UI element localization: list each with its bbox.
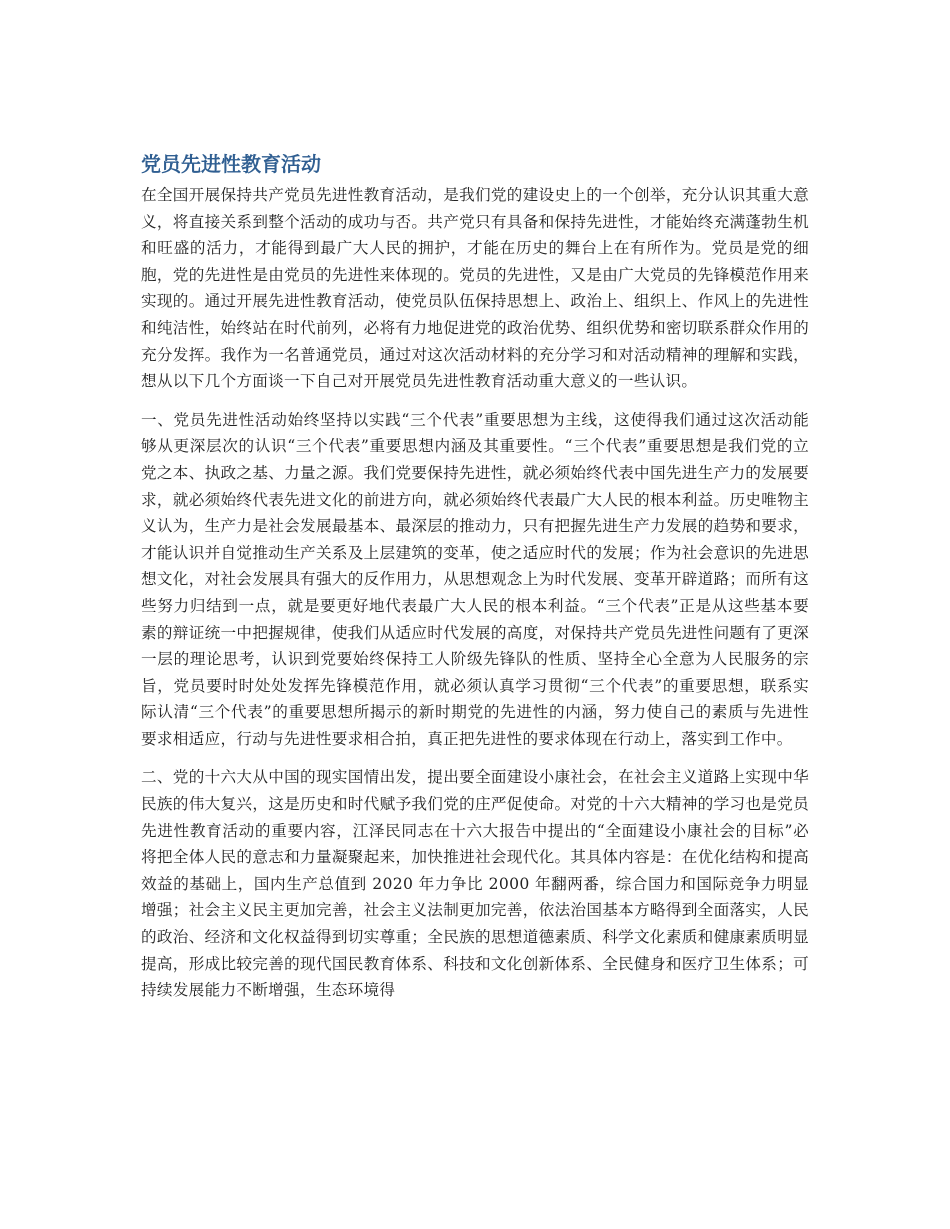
paragraph-intro: 在全国开展保持共产党员先进性教育活动，是我们党的建设史上的一个创举，充分认识其重大意义，将直接关系到整个活动的成功与否。共产党只有具备和保持先进性，才能始终充满蓬勃生机和旺盛的活力，才能得到最广大人民的拥护，才能在历史的舞台上在有所作为。党员是党的细胞，党的先进性是由党员的先进性来体现的。党员的先进性，又是由广大党员的先锋模范作用来实现的。通过开展先进性教育活动，使党员队伍保持思想上、政治上、组织上、作风上的先进性和纯洁性，始终站在时代前列，必将有力地促进党的政治优势、组织优势和密切联系群众作用的充分发挥。我作为一名普通党员，通过对这次活动材料的充分学习和对活动精神的理解和实践，想从以下几个方面谈一下自己对开展党员先进性教育活动重大意义的一些认识。 [141, 186, 809, 391]
paragraph-section-two: 二、党的十六大从中国的现实国情出发，提出要全面建设小康社会，在社会主义道路上实现中华民族的伟大复兴，这是历史和时代赋予我们党的庄严促使命。对党的十六大精神的学习也是党员先进性教育活动的重要内容，江泽民同志在十六大报告中提出的“全面建设小康社会的目标”必将把全体人民的意志和力量凝聚起来，加快推进社会现代化。其具体内容是：在优化结构和提高效益的基础上，国内生产总值到 2020 年力争比 2000 年翻两番，综合国力和国际竞争力明显增强；社会主义民主更加完善，社会主义法制更加完善，依法治国基本方略得到全面落实，人民的政治、经济和文化权益得到切实尊重；全民族的思想道德素质、科学文化素质和健康素质明显提高，形成比较完善的现代国民教育体系、科技和文化创新体系、全民健身和医疗卫生体系；可持续发展能力不断增强，生态环境得 [141, 768, 809, 1000]
document-title: 党员先进性教育活动 [141, 152, 321, 176]
paragraph-section-one: 一、党员先进性活动始终坚持以实践“三个代表”重要思想为主线，这使得我们通过这次活动能够从更深层次的认识“三个代表”重要思想内涵及其重要性。“三个代表”重要思想是我们党的立党之本、执政之基、力量之源。我们党要保持先进性，就必须始终代表中国先进生产力的发展要求，就必须始终代表先进文化的前进方向，就必须始终代表最广大人民的根本利益。历史唯物主义认为，生产力是社会发展最基本、最深层的推动力，只有把握先进生产力发展的趋势和要求，才能认识并自觉推动生产关系及上层建筑的变革，使之适应时代的发展；作为社会意识的先进思想文化，对社会发展具有强大的反作用力，从思想观念上为时代发展、变革开辟道路；而所有这些努力归结到一点，就是要更好地代表最广大人民的根本利益。“三个代表”正是从这些基本要素的辩证统一中把握规律，使我们从适应时代发展的高度，对保持共产党员先进性问题有了更深一层的理论思考，认识到党要始终保持工人阶级先锋队的性质、坚持全心全意为人民服务的宗旨，党员要时时处处发挥先锋模范作用，就必须认真学习贯彻“三个代表”的重要思想，联系实际认清“三个代表”的重要思想所揭示的新时期党的先进性的内涵，努力使自己的素质与先进性要求相适应，行动与先进性要求相合拍，真正把先进性的要求体现在行动上，落实到工作中。 [141, 410, 809, 748]
document-page [141, 150, 809, 1004]
